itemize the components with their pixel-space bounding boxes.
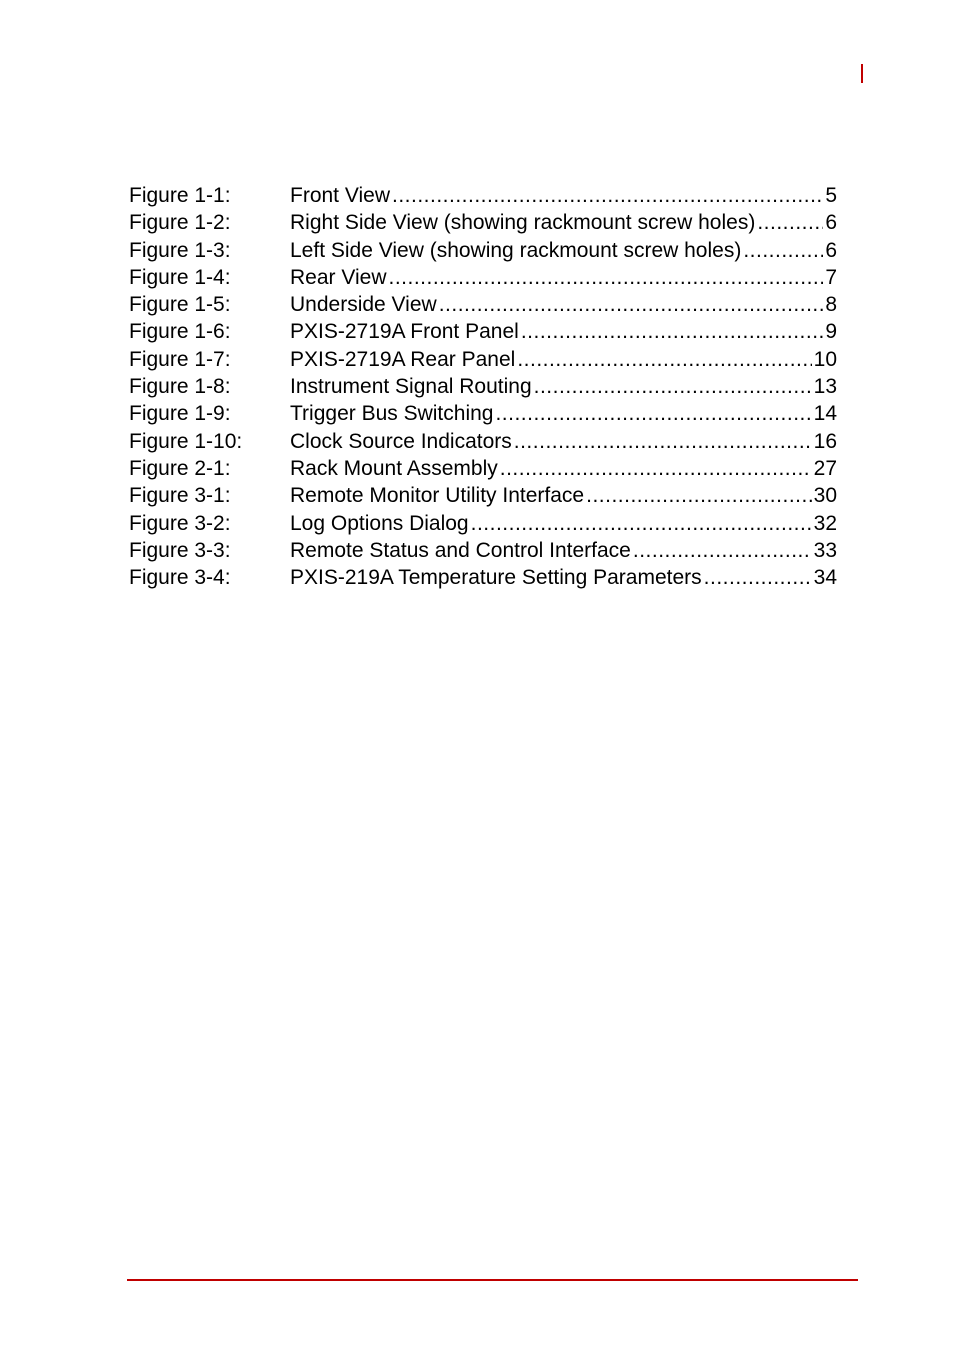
figure-title: Trigger Bus Switching [290, 402, 494, 426]
figure-label: Figure 3-2: [129, 511, 231, 535]
page-number: 5 [825, 184, 837, 207]
page-number: 32 [813, 511, 837, 535]
figure-label: Figure 3-4: [129, 566, 231, 590]
figure-entry [290, 318, 837, 345]
dot-leader [534, 373, 812, 400]
figure-entry [290, 264, 837, 291]
figure-label: Figure 1-3: [129, 238, 231, 262]
list-item[interactable] [129, 182, 837, 209]
figure-label: Figure 1-8: [129, 375, 231, 399]
figure-title: Left Side View (showing rackmount screw holes) [290, 238, 742, 262]
figure-entry [290, 182, 837, 209]
dot-leader [514, 428, 812, 455]
header-accent-mark [861, 64, 863, 83]
figure-label: Figure 1-1: [129, 184, 231, 207]
figure-label: Figure 1-5: [129, 293, 231, 317]
page-number: 6 [825, 238, 837, 262]
figure-title: Instrument Signal Routing [290, 375, 532, 399]
page-number: 13 [813, 375, 837, 399]
dot-leader [586, 482, 812, 509]
figure-entry [290, 482, 837, 509]
figure-title: Log Options Dialog [290, 511, 469, 535]
dot-leader [439, 291, 824, 318]
dot-leader [392, 182, 823, 209]
dot-leader [633, 537, 812, 564]
figure-title: Remote Status and Control Interface [290, 538, 631, 562]
figure-label: Figure 1-9: [129, 402, 231, 426]
figure-label: Figure 1-10: [129, 429, 243, 453]
figure-label: Figure 1-7: [129, 347, 231, 371]
figure-label: Figure 1-2: [129, 211, 231, 235]
figure-entry [290, 537, 837, 564]
figure-title: Rear View [290, 265, 387, 289]
figure-title: Front View [290, 184, 390, 207]
figure-entry [290, 237, 837, 264]
list-item[interactable] [129, 482, 837, 509]
page-number: 6 [825, 211, 837, 235]
list-item[interactable] [129, 428, 837, 455]
figure-title: Right Side View (showing rackmount screw holes) [290, 211, 756, 235]
footer-rule [127, 1279, 858, 1281]
list-item[interactable] [129, 291, 837, 318]
figure-title: Rack Mount Assembly [290, 456, 498, 480]
figure-entry [290, 428, 837, 455]
figure-title: PXIS-219A Temperature Setting Parameters [290, 566, 702, 590]
page-number: 33 [813, 538, 837, 562]
page-number: 27 [813, 456, 837, 480]
figure-label: Figure 1-4: [129, 265, 231, 289]
dot-leader [495, 400, 811, 427]
dot-leader [517, 346, 811, 373]
list-item[interactable] [129, 318, 837, 345]
page-number: 8 [825, 293, 837, 317]
list-item[interactable] [129, 209, 837, 236]
dot-leader [757, 209, 823, 236]
figure-title: Underside View [290, 293, 437, 317]
page-number: 10 [813, 347, 837, 371]
figure-title: Clock Source Indicators [290, 429, 512, 453]
page-number: 34 [813, 566, 837, 590]
figure-entry [290, 346, 837, 373]
list-item[interactable] [129, 237, 837, 264]
dot-leader [389, 264, 824, 291]
figure-title: Remote Monitor Utility Interface [290, 484, 585, 508]
dot-leader [521, 318, 824, 345]
figure-label: Figure 3-3: [129, 538, 231, 562]
dot-leader [704, 564, 812, 591]
dot-leader [500, 455, 812, 482]
figure-entry [290, 455, 837, 482]
dot-leader [743, 237, 823, 264]
figure-entry [290, 400, 837, 427]
figure-title: PXIS-2719A Front Panel [290, 320, 519, 344]
figure-entry [290, 209, 837, 236]
list-item[interactable] [129, 373, 837, 400]
list-item[interactable] [129, 455, 837, 482]
list-of-figures [129, 182, 837, 591]
figure-entry [290, 510, 837, 537]
dot-leader [471, 510, 812, 537]
page-number: 14 [813, 402, 837, 426]
page-number: 16 [813, 429, 837, 453]
list-item[interactable] [129, 400, 837, 427]
figure-title: PXIS-2719A Rear Panel [290, 347, 516, 371]
list-item[interactable] [129, 264, 837, 291]
page-number: 30 [813, 484, 837, 508]
page-number: 7 [825, 265, 837, 289]
list-item[interactable] [129, 564, 837, 591]
figure-entry [290, 373, 837, 400]
list-item[interactable] [129, 346, 837, 373]
page-number: 9 [825, 320, 837, 344]
figure-label: Figure 1-6: [129, 320, 231, 344]
figure-label: Figure 3-1: [129, 484, 231, 508]
figure-entry [290, 564, 837, 591]
figure-entry [290, 291, 837, 318]
figure-label: Figure 2-1: [129, 456, 231, 480]
list-item[interactable] [129, 510, 837, 537]
list-item[interactable] [129, 537, 837, 564]
